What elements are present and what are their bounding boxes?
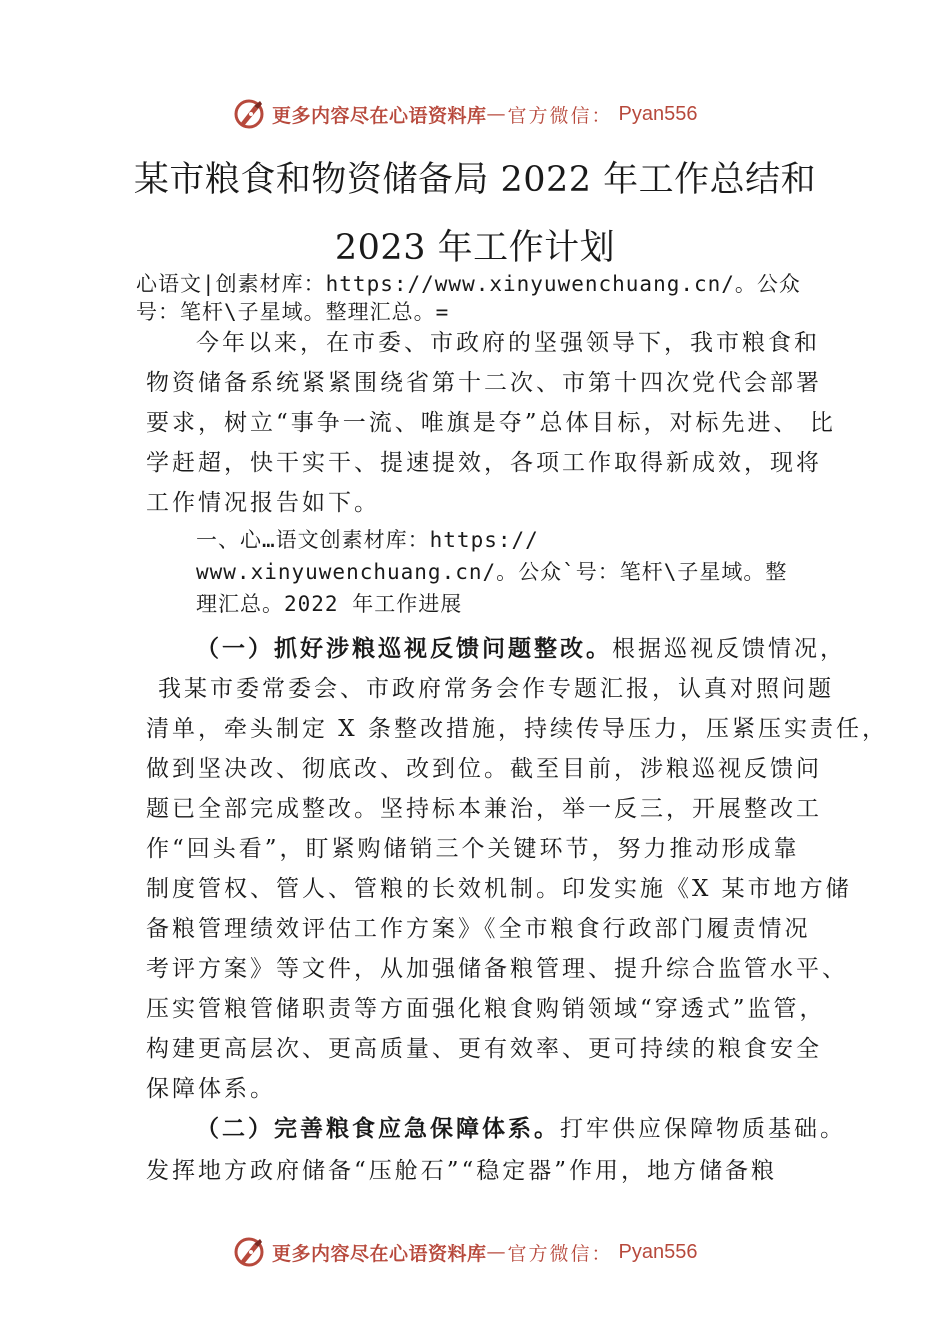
banner-wechat-label: 官方微信： (507, 1242, 613, 1265)
para1-first-line (196, 630, 846, 663)
intro-line: 学赶超，快干实干、提速提效，各项工作取得新成效，现将 (146, 450, 822, 476)
para1-line: 考评方案》等文件，从加强储备粮管理、提升综合监管水平、 (146, 956, 848, 982)
pen-logo-icon (232, 1235, 266, 1269)
source-note-line-2: 号：笔杆\子星域。整理汇总。= (136, 300, 450, 324)
para2-line: 发挥地方政府储备“压舱石”“稳定器”作用，地方储备粮 (146, 1158, 778, 1184)
footer-banner (232, 1234, 752, 1270)
para1-lead-rest: 根据巡视反馈情况， (612, 636, 846, 662)
para1-line: 保障体系。 (146, 1076, 276, 1102)
document-title-line-1: 某市粮食和物资储备局 2022 年工作总结和 (133, 160, 817, 200)
banner-main-text: 更多内容尽在心语资料库 (272, 1242, 487, 1265)
intro-line: 物资储备系统紧紧围绕省第十二次、市第十四次党代会部署 (146, 370, 822, 396)
para2-lead-heading: （二）完善粮食应急保障体系。 (196, 1115, 560, 1142)
intro-line: 今年以来，在市委、市政府的坚强领导下，我市粮食和 (196, 330, 820, 356)
para1-line: 作“回头看”，盯紧购储销三个关键环节，努力推动形成靠 (146, 836, 800, 862)
para1-line: 做到坚决改、彻底改、改到位。截至目前，涉粮巡视反馈问 (146, 756, 822, 782)
banner-wechat-id: Pyan556 (618, 1240, 698, 1263)
pen-logo-icon (232, 97, 266, 131)
intro-line: 要求，树立“事争一流、唯旗是夺”总体目标，对标先进、 比 (146, 410, 836, 436)
source-note-line-1: 心语文|创素材库：https://www.xinyuwenchuang.cn/。公众 (136, 272, 801, 296)
header-banner (232, 96, 752, 132)
document-title-line-2: 2023 年工作计划 (334, 228, 616, 268)
banner-main-text: 更多内容尽在心语资料库 (272, 104, 487, 127)
para1-line: 制度管权、管人、管粮的长效机制。印发实施《X 某市地方储 (146, 876, 852, 902)
para1-line: 题已全部完成整改。坚持标本兼治，举一反三，开展整改工 (146, 796, 822, 822)
para1-line: 备粮管理绩效评估工作方案》《全市粮食行政部门履责情况 (146, 916, 811, 942)
banner-dash: — (486, 103, 506, 125)
para1-line: 我某市委常委会、市政府常务会作专题汇报，认真对照问题 (158, 676, 834, 702)
para2-lead-rest: 打牢供应保障物质基础。 (560, 1116, 846, 1142)
banner-wechat-id: Pyan556 (618, 102, 698, 125)
intro-line: 工作情况报告如下。 (146, 490, 380, 516)
para2-first-line (196, 1110, 846, 1143)
banner-wechat-label: 官方微信： (507, 104, 613, 127)
para1-line: 构建更高层次、更高质量、更有效率、更可持续的粮食安全 (146, 1036, 822, 1062)
banner-dash: — (486, 1241, 506, 1263)
section-heading-line-1: 一、心…语文创素材库：https:// (196, 528, 539, 552)
section-heading-line-2: www.xinyuwenchuang.cn/。公众`号：笔杆\子星域。整 (196, 560, 788, 584)
para1-line: 清单，牵头制定 X 条整改措施，持续传导压力，压紧压实责任， (146, 716, 888, 742)
section-heading-line-3: 理汇总。2022 年工作进展 (196, 592, 463, 616)
para1-lead-heading: （一）抓好涉粮巡视反馈问题整改。 (196, 635, 612, 662)
para1-line: 压实管粮管储职责等方面强化粮食购销领域“穿透式”监管， (146, 996, 826, 1022)
